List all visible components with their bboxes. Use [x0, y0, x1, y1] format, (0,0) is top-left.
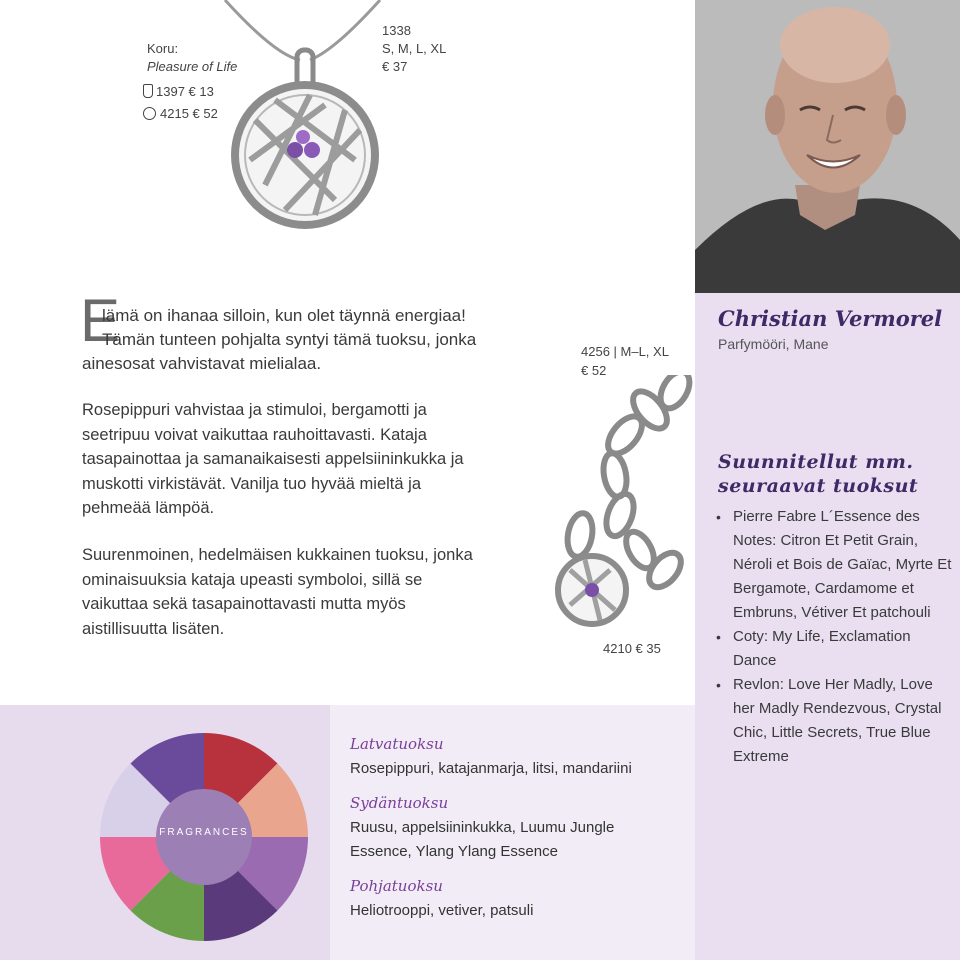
heart-notes-title: Sydäntuoksu: [350, 794, 449, 812]
pendant-item2-price: € 52: [192, 106, 218, 121]
pendant-item1-price: € 13: [188, 84, 214, 99]
intro-line-1: lämä on ihanaa silloin, kun olet täynnä energiaa!: [102, 306, 466, 325]
list-item: • Revlon: Love Her Madly, Love her Madly Rendezvous, Crystal Chic, Little Secrets, True Blue Extreme: [716, 673, 956, 769]
pendant-item3-sizes: S, M, L, XL: [382, 41, 447, 56]
drop-cap: E: [80, 287, 121, 354]
perfumer-role: Parfymööri, Mane: [718, 336, 829, 352]
pendant-title-label: Koru:: [147, 41, 179, 56]
intro-line-2: Tämän tunteen pohjalta syntyi tämä tuoksu, jonka: [102, 330, 477, 349]
list-item: • Coty: My Life, Exclamation Dance: [716, 625, 956, 673]
heart-notes-text: Ruusu, appelsiininkukka, Luumu Jungle Essence, Ylang Ylang Essence: [350, 819, 615, 860]
bracelet-code-sizes: 4256 | M–L, XL: [581, 344, 669, 359]
pendant-item-2: [143, 105, 218, 123]
pendant-item2-code: 4215: [160, 106, 189, 121]
body-paragraph-2: Suurenmoinen, hedelmäisen kukkainen tuoksu, jonka ominaisuuksia kataja upeasti symboloi, sillä se vaikuttaa sekä tasapainottavasti mutta myös aistillisuutta lisäten.: [82, 546, 473, 638]
pendant-item3-price: € 37: [382, 59, 408, 74]
pendant-image: [215, 0, 390, 240]
portrait-photo-image: [695, 0, 960, 293]
wheel-label: FRAGRANCES: [159, 827, 249, 838]
ring-icon: [143, 107, 156, 120]
pendant-charm-icon: [143, 84, 153, 98]
pendant-title-name: Pleasure of Life: [147, 59, 238, 74]
designed-fragrances-title: Suunnitellut mm. seuraavat tuoksut: [718, 451, 919, 497]
perfumer-name: Christian Vermorel: [718, 306, 943, 331]
base-notes-text: Heliotrooppi, vetiver, patsuli: [350, 902, 534, 919]
top-notes-title: Latvatuoksu: [350, 735, 444, 753]
intro-line-3: ainesosat vahvistavat mielialaa.: [82, 354, 322, 373]
pendant-item1-code: 1397: [156, 84, 185, 99]
body-paragraph-1: Rosepippuri vahvistaa ja stimuloi, bergamotti ja seetripuu voivat vaikuttaa rauhoittavasti. Kataja tasapainottaa ja samanaikaisesti appelsiininkukka ja muskotti virkistävät. Vanilja tuo hyvää mieltä ja pehmeää lämpöä.: [82, 401, 464, 517]
charm-code-price: 4210 € 35: [603, 641, 661, 656]
list-item: • Pierre Fabre L´Essence des Notes: Citron Et Petit Grain, Néroli et Bois de Gaïac, Myrte Et Bergamote, Cardamome et Embruns, Vétiver Et patchouli: [716, 505, 956, 625]
top-notes-text: Rosepippuri, katajanmarja, litsi, mandariini: [350, 760, 632, 777]
bracelet-image: [540, 375, 695, 660]
perfumer-portrait: [695, 0, 960, 293]
pendant-item3-code: 1338: [382, 23, 411, 38]
bracelet-price: € 52: [581, 363, 607, 378]
designed-fragrances-list: [716, 505, 956, 769]
base-notes-title: Pohjatuoksu: [350, 877, 443, 895]
pendant-item-1: [143, 83, 214, 101]
fragrance-wheel-image: [98, 731, 310, 943]
